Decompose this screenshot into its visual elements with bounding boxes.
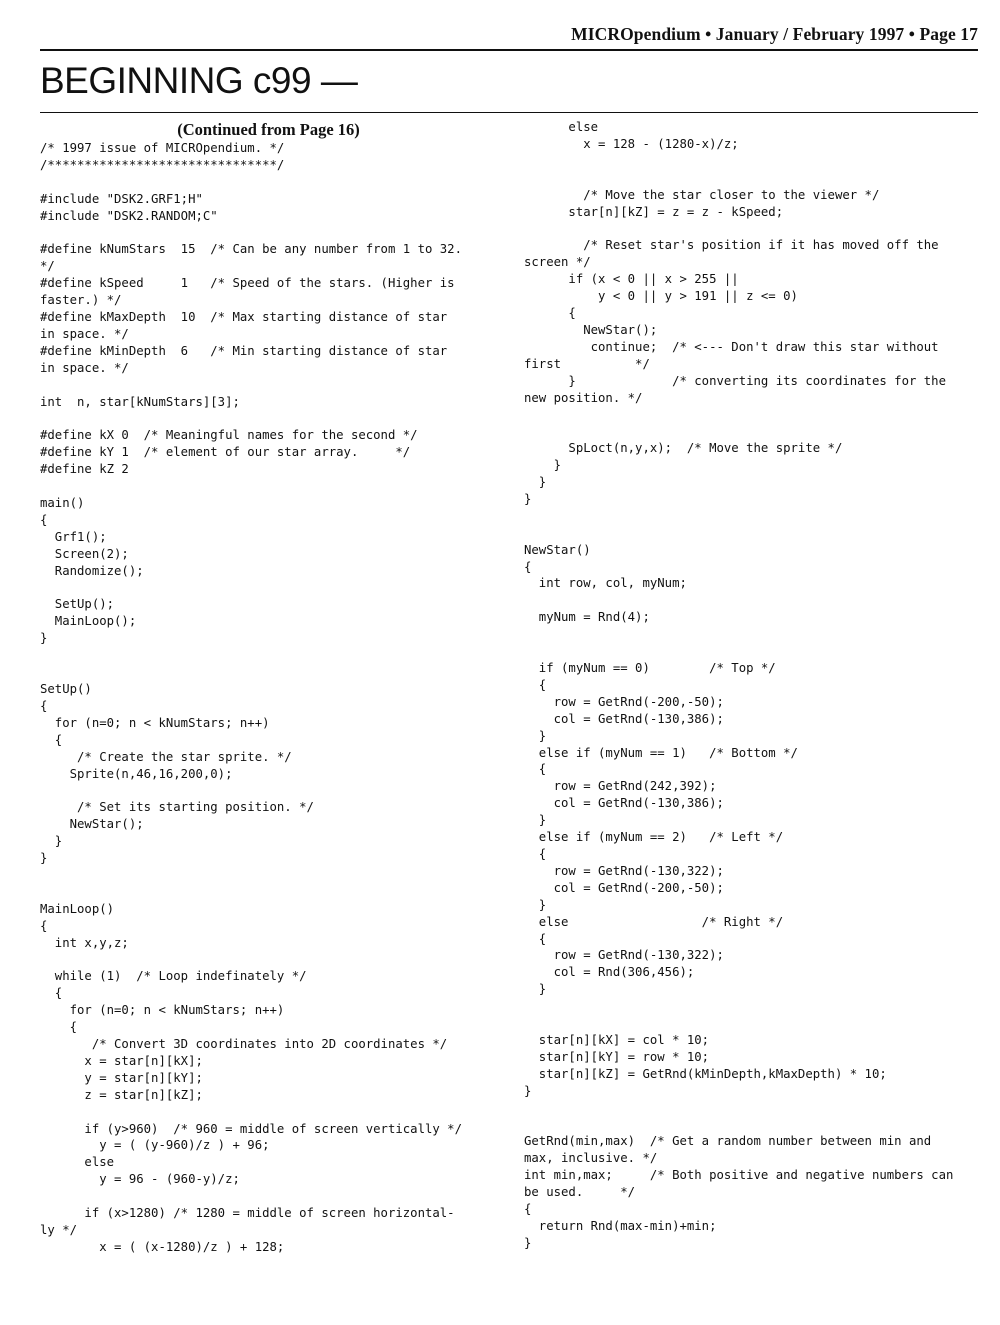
code-line: [40, 1104, 462, 1121]
code-line: [524, 525, 953, 542]
code-line: [40, 478, 462, 495]
code-line: }: [524, 813, 547, 828]
code-line: row = GetRnd(-130,322);: [524, 948, 724, 963]
code-line: [524, 592, 953, 609]
code-line: screen */: [524, 255, 591, 270]
code-line: {: [40, 918, 48, 933]
code-line: [40, 225, 462, 242]
code-line: [524, 406, 953, 423]
code-line: GetRnd(min,max) /* Get a random number between min and: [524, 1134, 932, 1149]
code-line: {: [40, 698, 48, 713]
code-line: #define kZ 2: [40, 462, 129, 477]
code-line: }: [524, 897, 547, 912]
code-line: for (n=0; n < kNumStars; n++): [40, 1003, 285, 1018]
code-line: /*******************************/: [40, 157, 285, 172]
code-line: /* 1997 issue of MICROpendium. */: [40, 141, 285, 155]
code-line: [524, 1100, 953, 1117]
code-line: ly */: [40, 1223, 78, 1237]
code-line: Randomize();: [40, 563, 144, 578]
code-line: in space. */: [40, 326, 129, 341]
code-line: else if (myNum == 2) /* Left */: [524, 830, 784, 845]
code-line: }: [40, 834, 63, 849]
code-line: new position. */: [524, 390, 643, 405]
code-line: if (y>960) /* 960 = middle of screen vertically */: [40, 1121, 462, 1136]
code-line: [40, 377, 462, 394]
code-line: else /* Right */: [524, 914, 784, 929]
code-line: in space. */: [40, 360, 129, 375]
code-line: }: [524, 1083, 532, 1098]
code-line: col = GetRnd(-130,386);: [524, 796, 724, 811]
code-line: [40, 1188, 462, 1205]
code-line: MainLoop();: [40, 614, 137, 629]
code-line: y = 96 - (960-y)/z;: [40, 1172, 240, 1187]
code-line: [40, 664, 462, 681]
code-line: y = ( (y-960)/z ) + 96;: [40, 1138, 270, 1153]
code-line: col = GetRnd(-200,-50);: [524, 880, 724, 895]
code-line: row = GetRnd(-130,322);: [524, 863, 724, 878]
code-line: star[n][kZ] = GetRnd(kMinDepth,kMaxDepth) * 10;: [524, 1066, 887, 1081]
code-line: y < 0 || y > 191 || z <= 0): [524, 289, 798, 304]
code-line: {: [524, 677, 547, 692]
code-line: x = star[n][kX];: [40, 1053, 203, 1068]
code-line: [40, 782, 462, 799]
code-line: continue; /* <--- Don't draw this star without: [524, 339, 939, 354]
code-line: {: [524, 762, 547, 777]
code-line: #include "DSK2.GRF1;H": [40, 191, 203, 206]
running-head: MICROpendium • January / February 1997 • Page 17: [571, 24, 978, 44]
code-line: }: [524, 728, 547, 743]
code-line: [40, 411, 462, 428]
code-listing-left: [40, 140, 462, 1256]
code-line: {: [524, 1202, 532, 1216]
code-line: else: [40, 1155, 115, 1170]
code-line: #define kX 0 /* Meaningful names for the second */: [40, 428, 418, 443]
code-line: [40, 647, 462, 664]
code-line: [524, 153, 953, 170]
code-line: star[n][kX] = col * 10;: [524, 1032, 710, 1047]
code-line: col = Rnd(306,456);: [524, 965, 695, 980]
code-line: #define kY 1 /* element of our star array. */: [40, 445, 411, 460]
continued-note: (Continued from Page 16): [177, 120, 360, 139]
code-line: [40, 952, 462, 969]
code-line: int n, star[kNumStars][3];: [40, 394, 240, 409]
code-line: faster.) */: [40, 293, 122, 308]
code-line: [40, 174, 462, 191]
code-line: [40, 884, 462, 901]
code-line: [40, 580, 462, 597]
code-line: /* Create the star sprite. */: [40, 749, 292, 764]
code-line: max, inclusive. */: [524, 1151, 658, 1166]
code-line: int x,y,z;: [40, 935, 129, 950]
code-line: {: [40, 986, 63, 1001]
code-line: for (n=0; n < kNumStars; n++): [40, 715, 270, 730]
code-line: z = star[n][kZ];: [40, 1087, 203, 1102]
code-line: be used. */: [524, 1185, 636, 1200]
title-rule: [40, 112, 978, 113]
code-line: SpLoct(n,y,x); /* Move the sprite */: [524, 441, 843, 456]
code-line: #define kNumStars 15 /* Can be any number from 1 to 32.: [40, 242, 462, 257]
code-line: first */: [524, 356, 650, 371]
code-line: star[n][kZ] = z = z - kSpeed;: [524, 204, 784, 219]
code-line: int row, col, myNum;: [524, 576, 687, 591]
code-line: {: [524, 559, 532, 574]
code-line: myNum = Rnd(4);: [524, 610, 650, 625]
code-line: NewStar(): [524, 542, 591, 557]
code-line: }: [40, 631, 48, 646]
code-line: Grf1();: [40, 529, 107, 544]
header-rule: [40, 49, 978, 51]
code-line: [524, 508, 953, 525]
code-line: Sprite(n,46,16,200,0);: [40, 766, 233, 781]
code-line: Screen(2);: [40, 546, 129, 561]
code-line: }: [524, 475, 547, 490]
code-line: }: [524, 982, 547, 997]
code-line: {: [524, 931, 547, 946]
code-line: }: [524, 458, 562, 473]
code-line: x = 128 - (1280-x)/z;: [524, 136, 739, 151]
code-line: if (myNum == 0) /* Top */: [524, 661, 776, 675]
code-line: [524, 423, 953, 440]
code-line: NewStar();: [40, 817, 144, 832]
code-line: row = GetRnd(242,392);: [524, 779, 717, 794]
code-line: [524, 626, 953, 643]
code-line: [524, 220, 953, 237]
code-line: {: [40, 512, 48, 527]
code-line: {: [524, 846, 547, 861]
code-line: {: [524, 305, 576, 320]
code-line: else if (myNum == 1) /* Bottom */: [524, 745, 798, 760]
code-line: NewStar();: [524, 322, 658, 337]
code-line: }: [524, 1235, 532, 1250]
code-line: return Rnd(max-min)+min;: [524, 1218, 717, 1233]
code-line: {: [40, 732, 63, 747]
code-line: else: [524, 120, 599, 134]
code-line: col = GetRnd(-130,386);: [524, 711, 724, 726]
code-line: #define kMaxDepth 10 /* Max starting distance of star: [40, 310, 448, 325]
code-line: if (x < 0 || x > 255 ||: [524, 272, 739, 287]
code-line: #include "DSK2.RANDOM;C": [40, 208, 218, 223]
code-line: SetUp();: [40, 597, 115, 612]
code-line: x = ( (x-1280)/z ) + 128;: [40, 1239, 285, 1254]
code-line: #define kSpeed 1 /* Speed of the stars. (Higher is: [40, 276, 455, 291]
code-line: row = GetRnd(-200,-50);: [524, 694, 724, 709]
code-line: y = star[n][kY];: [40, 1070, 203, 1085]
code-line: {: [40, 1020, 78, 1035]
code-line: [524, 1015, 953, 1032]
code-line: /* Set its starting position. */: [40, 800, 314, 815]
code-line: main(): [40, 496, 85, 511]
code-line: #define kMinDepth 6 /* Min starting distance of star: [40, 343, 448, 358]
code-line: [524, 1116, 953, 1133]
code-line: [524, 998, 953, 1015]
code-line: }: [524, 491, 532, 506]
code-line: [524, 643, 953, 660]
code-line: SetUp(): [40, 682, 92, 696]
section-title: BEGINNING c99 —: [40, 60, 358, 101]
code-line: if (x>1280) /* 1280 = middle of screen horizontal-: [40, 1206, 455, 1221]
code-line: /* Reset star's position if it has moved off the: [524, 238, 939, 253]
code-line: int min,max; /* Both positive and negative numbers can: [524, 1168, 954, 1183]
code-listing-right: [524, 119, 953, 1252]
code-line: star[n][kY] = row * 10;: [524, 1049, 710, 1064]
code-line: }: [40, 851, 48, 866]
code-line: */: [40, 259, 55, 274]
code-line: [524, 170, 953, 187]
code-line: } /* converting its coordinates for the: [524, 373, 946, 388]
code-line: while (1) /* Loop indefinately */: [40, 969, 307, 984]
code-line: [40, 867, 462, 884]
code-line: /* Convert 3D coordinates into 2D coordinates */: [40, 1037, 448, 1052]
code-line: /* Move the star closer to the viewer */: [524, 187, 880, 202]
code-line: MainLoop(): [40, 901, 115, 916]
